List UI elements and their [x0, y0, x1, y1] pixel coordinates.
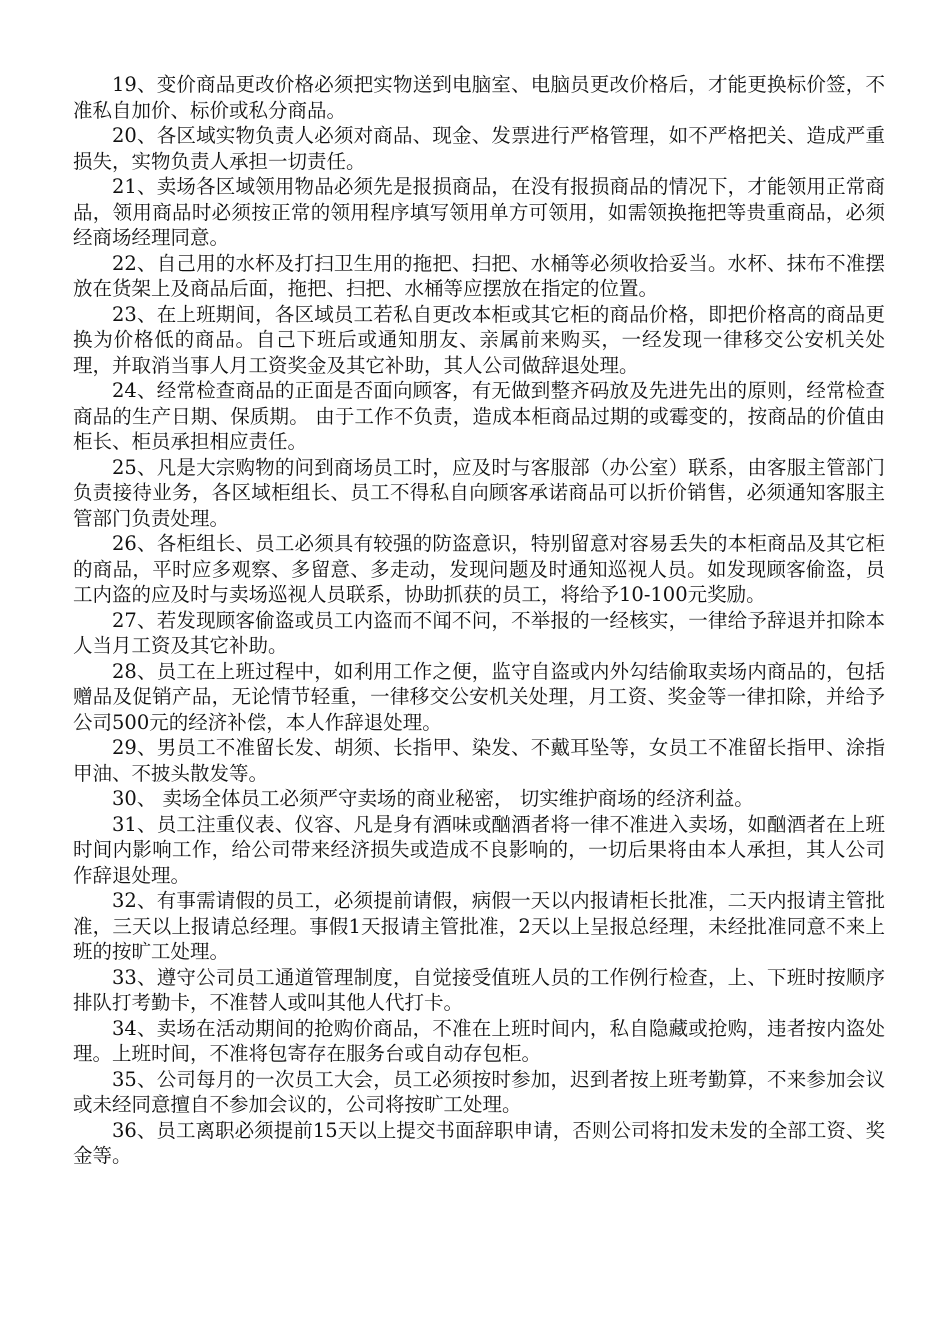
document-body: [73, 72, 885, 1169]
rule-21: 21、卖场各区域领用物品必须先是报损商品，在没有报损商品的情况下，才能领用正常商品，领用商品时必须按正常的领用程序填写领用单方可领用，如需领换拖把等贵重商品，必须经商场经理同意。: [73, 175, 885, 249]
rule-23: 23、在上班期间，各区域员工若私自更改本柜或其它柜的商品价格，即把价格高的商品更换为价格低的商品。自己下班后或通知朋友、亲属前来购买，一经发现一律移交公安机关处理，并取消当事人月工资奖金及其它补助，其人公司做辞退处理。: [73, 302, 885, 377]
rule-26: 26、各柜组长、员工必须具有较强的防盗意识，特别留意对容易丢失的本柜商品及其它柜的商品，平时应多观察、多留意、多走动，发现问题及时通知巡视人员。如发现顾客偷盗，员工内盗的应及时与卖场巡视人员联系，协助抓获的员工，将给予10-100元奖励。: [73, 532, 885, 606]
rule-19: 19、变价商品更改价格必须把实物送到电脑室、电脑员更改价格后，才能更换标价签，不准私自加价、标价或私分商品。: [73, 73, 885, 122]
rule-20: 20、各区域实物负责人必须对商品、现金、发票进行严格管理，如不严格把关、造成严重损失，实物负责人承担一切责任。: [73, 124, 885, 173]
rule-35: 35、公司每月的一次员工大会，员工必须按时参加，迟到者按上班考勤算，不来参加会议或未经同意擅自不参加会议的，公司将按旷工处理。: [73, 1067, 885, 1116]
rule-36: 36、员工离职必须提前15天以上提交书面辞职申请，否则公司将扣发未发的全部工资、奖金等。: [73, 1118, 885, 1167]
rule-32: 32、有事需请假的员工，必须提前请假，病假一天以内报请柜长批准，二天内报请主管批准，三天以上报请总经理。事假1天报请主管批准，2天以上呈报总经理，未经批准同意不来上班的按旷工处理。: [73, 889, 885, 963]
rule-30: 30、 卖场全体员工必须严守卖场的商业秘密， 切实维护商场的经济利益。: [112, 787, 754, 810]
rule-22: 22、自己用的水杯及打扫卫生用的拖把、扫把、水桶等必须收拾妥当。水杯、抹布不准摆放在货架上及商品后面，拖把、扫把、水桶等应摆放在指定的位置。: [73, 251, 885, 300]
rule-27: 27、若发现顾客偷盗或员工内盗而不闻不问，不举报的一经核实，一律给予辞退并扣除本人当月工资及其它补助。: [73, 608, 885, 657]
rule-25: 25、凡是大宗购物的问到商场员工时，应及时与客服部（办公室）联系，由客服主管部门负责接待业务，各区域柜组长、员工不得私自向顾客承诺商品可以折价销售，必须通知客服主管部门负责处理。: [73, 455, 885, 530]
rule-34: 34、卖场在活动期间的抢购价商品，不准在上班时间内，私自隐藏或抢购，违者按内盗处理。上班时间，不准将包寄存在服务台或自动存包柜。: [73, 1016, 885, 1065]
rule-24: 24、经常检查商品的正面是否面向顾客，有无做到整齐码放及先进先出的原则，经常检查商品的生产日期、保质期。 由于工作不负责，造成本柜商品过期的或霉变的，按商品的价值由柜长、柜员承担相应责任。: [73, 379, 885, 453]
rule-29: 29、男员工不准留长发、胡须、长指甲、染发、不戴耳坠等，女员工不准留长指甲、涂指甲油、不披头散发等。: [73, 736, 885, 785]
rule-28: 28、员工在上班过程中，如利用工作之便，监守自盗或内外勾结偷取卖场内商品的，包括赠品及促销产品，无论情节轻重，一律移交公安机关处理，月工资、奖金等一律扣除，并给予公司500元的经济补偿，本人作辞退处理。: [73, 659, 885, 734]
rule-33: 33、遵守公司员工通道管理制度，自觉接受值班人员的工作例行检查，上、下班时按顺序排队打考勤卡，不准替人或叫其他人代打卡。: [73, 965, 885, 1014]
rule-31: 31、员工注重仪表、仪容、凡是身有酒味或酗酒者将一律不准进入卖场，如酗酒者在上班时间内影响工作，给公司带来经济损失或造成不良影响的，一切后果将由本人承担，其人公司作辞退处理。: [73, 812, 885, 887]
